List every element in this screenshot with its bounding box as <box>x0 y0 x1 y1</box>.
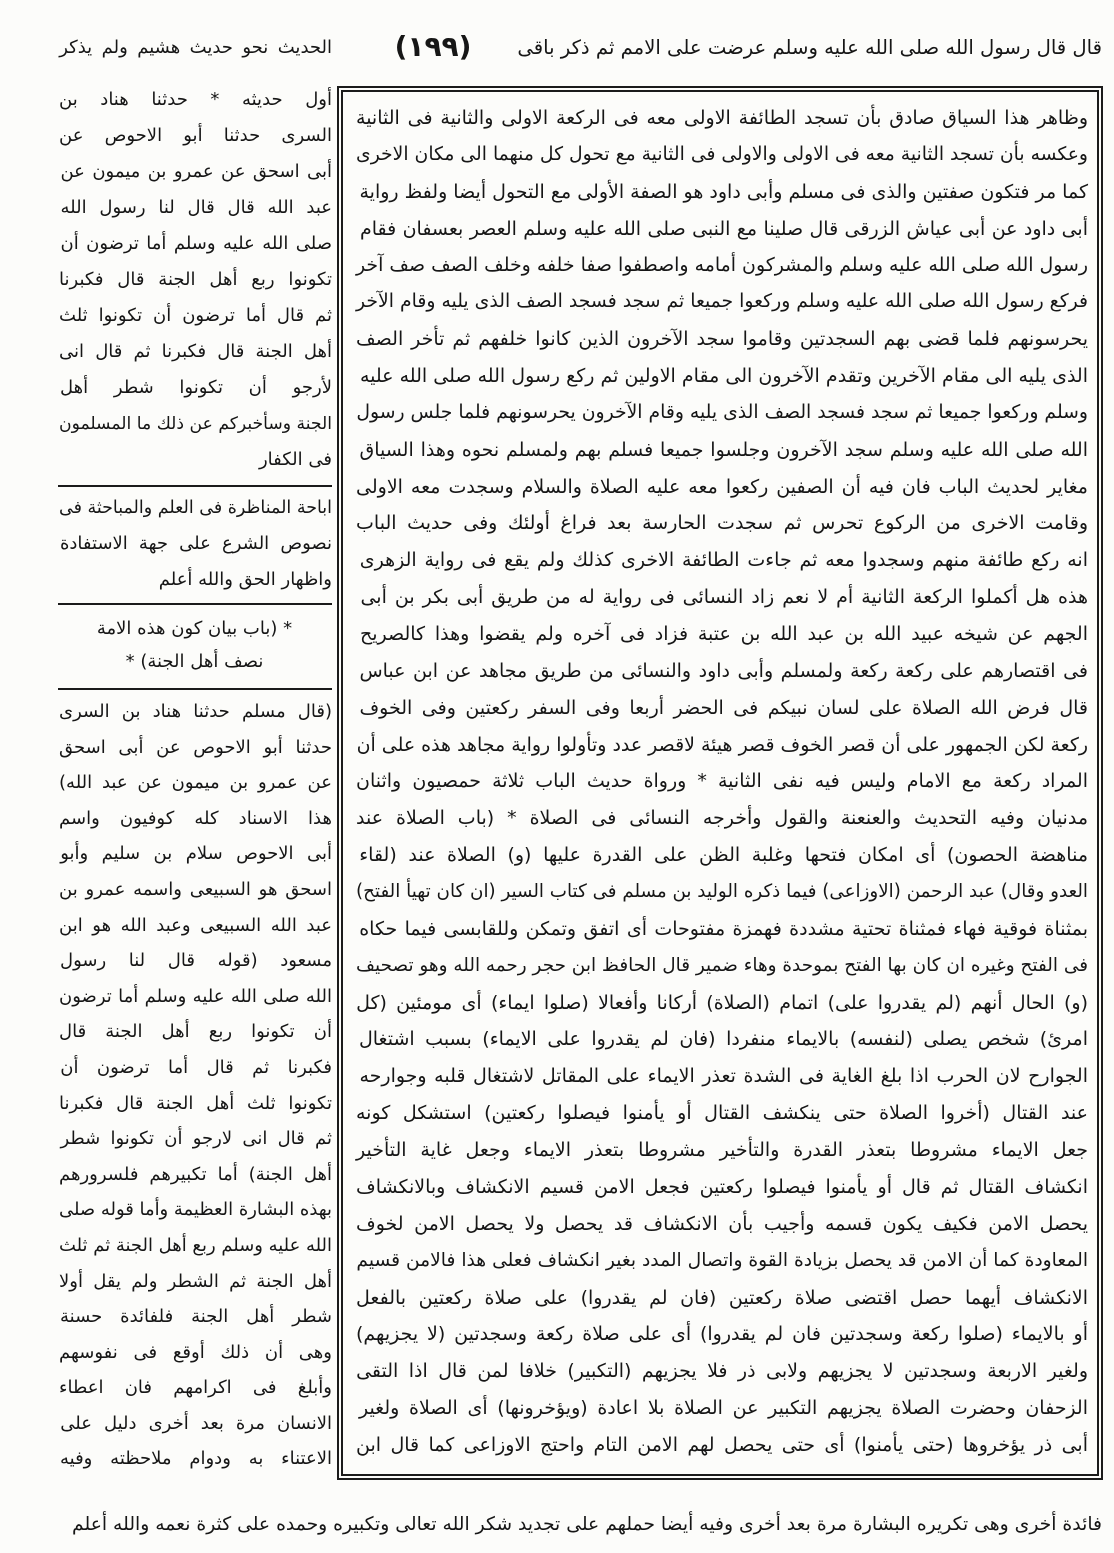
margin-text-line: حدثنا أبو الاحوص عن أبى اسحق <box>59 736 332 758</box>
page-number: (١٩٩) <box>394 30 472 63</box>
margin-section-hadith <box>57 82 332 478</box>
main-text-line: انكشاف القتال ثم قال أو يأمنوا فيصلوا ركعتين فجعل الامن قسيم الانكشاف وبالانكشاف <box>356 1175 1088 1198</box>
main-text-line: فركع رسول الله صلى الله عليه وسلم وركعوا جميعا ثم سجد فسجد الصف الذى يليه وقام الآخر <box>356 291 1088 313</box>
chapter-heading-line: نصف أهل الجنة) * <box>125 651 264 672</box>
margin-text-line: أهل الجنة قال فكبرنا ثم قال انى <box>59 341 332 362</box>
main-text-line: مغاير لحديث الباب فان فيه أن الصفين ركعوا معه عليه الصلاة والسلام وسجدت معه الاولى <box>356 475 1088 498</box>
main-text-line: أبى ذر يؤخروها (حتى يأمنوا) أى حتى يحصل لهم الامن التام واحتج الاوزاعى كما قال ابن <box>356 1433 1088 1456</box>
margin-text-line: تكونوا ربع أهل الجنة قال فكبرنا <box>59 269 332 290</box>
margin-text-line: فكبرنا ثم قال أما ترضون أن <box>60 1056 332 1078</box>
main-text-line: وقامت الاخرى من الركوع تحرس ثم سجدت الحارسة بعد فراغ أولئك وفى حديث الباب <box>356 512 1088 535</box>
main-text-line: الجهم عن شيخه عبيد الله بن عبد الله بن عتبة فزاد فى آخره ولم يقضوا وهذا كالصريح <box>359 623 1088 646</box>
chapter-heading <box>57 612 332 678</box>
margin-text-line: الاعتناء به ودوام ملاحظته وفيه <box>59 1448 332 1470</box>
main-text-line: وسلم وركعوا جميعا ثم سجد فسجد الصف الذى يليه وقام الآخرون يحرسونهم فلما جلس رسول <box>356 401 1088 423</box>
main-text-line: انه ركع طائفة منهم وسجدوا معه ثم جاءت الطائفة الاخرى كذلك ولم يقع فى رواية الزهرى <box>359 549 1088 572</box>
margin-text-line: أبى الاحوص سلام بن سليم وأبو <box>60 843 332 865</box>
main-text-line: هذه هل أكملوا الركعة الثانية أم لا نعم زاد النسائى فى رواية له من طريق أبى بكر بن أبى <box>360 586 1088 609</box>
footer-text-line: فائدة أخرى وهى تكريره البشارة مرة بعد أخرى وفيه أيضا حملهم على تجديد شكر الله تعالى وتكبيره وحمده على كثرة نعمه والله أعلم <box>72 1514 1102 1535</box>
margin-text-line: الله عليه وسلم ربع أهل الجنة ثم ثلث <box>59 1234 332 1256</box>
main-text-body <box>354 100 1088 1464</box>
main-text-line: جعل الايماء مشروطا بتعذر القدرة والتأخير مشروطا بتعذر الايماء وجعل غاية التأخير <box>356 1139 1088 1162</box>
main-text-line: الله صلى الله عليه وسلم سجد الآخرون وجلسوا جميعا فسلم بهم ولمسلم نحوه وهذا السياق <box>359 438 1088 461</box>
margin-text-line: مسعود (قوله قال لنا رسول <box>59 950 332 972</box>
main-text-line: مناهضة الحصون) أى امكان فتحها وغلبة الظن على القدرة عليها (و) الصلاة عند (لقاء <box>359 844 1088 867</box>
margin-text-line: لأرجو أن تكونوا شطر أهل <box>60 377 332 398</box>
main-text-line: المعاودة كما أن الامن قد يحصل بزيادة القوة واتصال المدد بغير انكشاف فعلى هذا فالامن قسيم <box>356 1249 1088 1271</box>
main-text-line: الذى يليه الى مقام الآخرين وتقدم الآخرون الى مقام الاولين ثم ركع رسول الله صلى الله عليه <box>359 365 1088 388</box>
main-text-line: الزحفان وحضرت الصلاة يجزيهم التكبير عن الصلاة بلا اعادة (ويؤخرونها) أى الصلاة ولغير <box>358 1397 1088 1420</box>
margin-text-line: أهل الجنة) أما تكبيرهم فلسرورهم <box>59 1163 332 1185</box>
margin-text-line: أهل الجنة ثم الشطر ولم يقل أولا <box>59 1270 332 1292</box>
margin-section-commentary <box>57 694 332 1477</box>
margin-text-line: السرى حدثنا أبو الاحوص عن <box>59 125 332 146</box>
margin-text-line: فى الكفار <box>258 449 332 470</box>
main-text-line: يحرسونهم فلما قضى بهم السجدتين وقاموا سجد الآخرون الذين كانوا خلفهم ثم تأخر الصف <box>356 328 1088 351</box>
margin-text-line: وهى أن ذلك أوقع فى نفوسهم <box>59 1341 332 1363</box>
margin-text-line: بهذه البشارة العظيمة وأما قوله صلى <box>59 1199 332 1221</box>
main-text-line: العدو وقال) عبد الرحمن (الاوزاعى) فيما ذكره الوليد بن مسلم فى كتاب السير (ان كان تهيأ الفتح) <box>356 881 1088 903</box>
margin-text-line: أول حديثه * حدثنا هناد بن <box>59 89 332 110</box>
margin-text-line: الانسان مرة بعد أخرى دليل على <box>60 1412 332 1434</box>
main-text-line: امرئ) شخص يصلى (لنفسه) بالايماء منفردا (فان لم يقدروا على الايماء) بسبب اشتغال <box>358 1028 1088 1051</box>
margin-text-line: عبد الله قال قال لنا رسول الله <box>60 197 332 218</box>
main-text-line: مدنيان وفيه التحديث والعنعنة والقول وأخرجه النسائى فى الصلاة * (باب الصلاة عند <box>356 807 1088 830</box>
main-text-line: فى الفتح وغيره ان كان بها الفتح بموحدة وهاء ضمير قال الحافظ ابن حجر رحمه الله وهو تصحيف <box>356 954 1088 976</box>
margin-text-line: نصوص الشرع على جهة الاستفادة <box>59 533 332 554</box>
main-text-line: المراد ركعة مع الامام وليس فيه نفى الثانية * ورواة حديث الباب ثلاثة حمصيون واثنان <box>356 770 1088 793</box>
margin-text-line: اسحق هو السبيعى واسمه عمرو بن <box>59 878 332 900</box>
margin-text-line: تكونوا ثلث أهل الجنة قال فكبرنا <box>59 1092 332 1114</box>
margin-text-line: هذا الاسناد كله كوفيون واسم <box>59 807 332 829</box>
main-text-line: وعكسه بأن تسجد الثانية معه فى الاولى والاولى فى الثانية مع تحول كل منهما الى مكان الاخرى <box>356 143 1088 165</box>
main-text-line: (و) الحال أنهم (لم يقدروا على) اتمام (الصلاة) أركانا وأفعالا (صلوا ايماء) أى مومئين (كل <box>356 991 1088 1014</box>
main-text-line: عند القتال (أخروا الصلاة حتى ينكشف القتال أو يأمنوا فيصلوا ركعتين) استشكل كونه <box>356 1102 1088 1125</box>
main-text-line: أو بالايماء (صلوا ركعة وسجدتين فان لم يقدروا) أى على صلاة ركعة وسجدتين (لا يجزيهم) <box>356 1323 1088 1346</box>
chapter-heading-line: * (باب بيان كون هذه الامة <box>96 618 293 639</box>
margin-text-line: عبد الله السبيعى وعبد الله هو ابن <box>59 914 332 936</box>
main-text-line: يحصل الامن فكيف يكون قسمه وأجيب بأن الانكشاف قد يحصل ولا يحصل الامن لخوف <box>356 1212 1088 1235</box>
margin-text-line: شطر أهل الجنة فلفائدة حسنة <box>59 1306 332 1328</box>
main-text-line: الجوارح لان الحرب اذا بلغ الغاية فى الشدة تعذر الايماء على المقاتل لاشتغال قلبه وجوارحه <box>359 1065 1088 1088</box>
section-divider <box>58 485 332 487</box>
main-text-line: الانكشاف أيهما حصل اقتضى صلاة ركعتين (فان لم يقدروا) على صلاة ركعتين بالفعل <box>356 1286 1088 1309</box>
running-header-title: قال قال رسول الله صلى الله عليه وسلم عرضت على الامم ثم ذكر باقى <box>517 36 1102 59</box>
margin-text-line: اباحة المناظرة فى العلم والمباحثة فى <box>59 498 332 518</box>
main-text-line: فى اقتصارهم على ركعة ركعة ولمسلم وأبى داود والنسائى من طريق مجاهد عن ابن عباس <box>359 659 1088 682</box>
main-text-line: بمثناة فوقية فهاء فمثناة تحتية مشددة فهمزة مفتوحات أى اتفق وتمكن وللقابسى فيما حكاه <box>359 917 1088 940</box>
section-divider <box>58 688 332 690</box>
margin-text-line: أن تكونوا ربع أهل الجنة قال <box>59 1021 332 1043</box>
main-text-line: رسول الله صلى الله عليه وسلم والمشركون أمامه واصطفوا صفا خلفه وخلف الصف صف آخر <box>356 254 1088 277</box>
main-text-line: كما مر فتكون صفتين والذى فى مسلم وأبى داود هو الصفة الأولى مع التحول أيضا ولفظ رواية <box>359 180 1088 203</box>
margin-text-line: الجنة وسأخبركم عن ذلك ما المسلمون <box>59 414 332 434</box>
main-text-line: قال فرض الله الصلاة على لسان نبيكم فى الحضر أربعا وفى السفر ركعتين وفى الخوف <box>359 696 1088 719</box>
margin-text-line: (قال مسلم حدثنا هناد بن السرى <box>59 701 332 722</box>
main-text-line: وظاهر هذا السياق صادق بأن تسجد الطائفة الاولى معه فى الركعة الاولى والثانية فى الثانية <box>356 107 1088 129</box>
section-divider <box>58 603 332 605</box>
margin-section-note <box>57 490 332 598</box>
margin-text-line: عن عمرو بن ميمون عن عبد الله) <box>59 772 332 794</box>
main-text-line: أبى داود عن أبى عياش الزرقى قال صلينا مع النبى صلى الله عليه وسلم العصر بعسفان فقام <box>359 217 1088 240</box>
margin-header-line: الحديث نحو حديث هشيم ولم يذكر <box>59 37 332 58</box>
margin-text-line: صلى الله عليه وسلم أما ترضون أن <box>60 233 332 254</box>
main-text-line: ركعة لكن الجمهور على أن قصر الخوف قصر هيئة لاقصر عدد وتأولوا رواية مجاهد هذه على أن <box>356 733 1088 756</box>
margin-text-line: ثم قال انى لارجو أن تكونوا شطر <box>60 1128 332 1150</box>
margin-text-line: أبى اسحق عن عمرو بن ميمون عن <box>60 161 332 182</box>
main-text-line: ولغير الاربعة وسجدتين لا يجزيهم ولابى ذر فلا يجزيهم (التكبير) خلافا لمن قال اذا التقى <box>356 1360 1088 1383</box>
margin-text-line: الله صلى الله عليه وسلم أما ترضون <box>59 985 332 1007</box>
margin-text-line: واظهار الحق والله أعلم <box>158 569 332 590</box>
margin-text-line: وأبلغ فى اكرامهم فان اعطاء <box>59 1377 332 1399</box>
margin-text-line: ثم قال أما ترضون أن تكونوا ثلث <box>59 305 332 326</box>
